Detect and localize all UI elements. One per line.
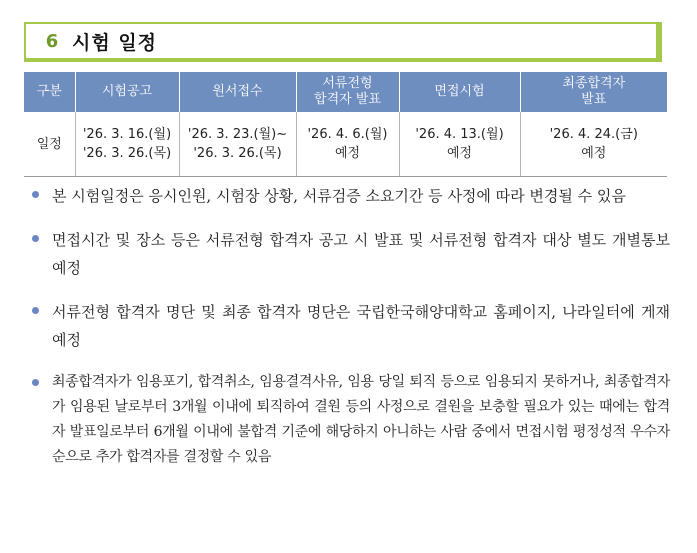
interview-date: '26. 4. 13.(월): [415, 127, 504, 142]
header-application: 원서접수: [179, 72, 296, 112]
header-interview: 면접시험: [399, 72, 520, 112]
final-result-status: 예정: [581, 146, 607, 161]
application-end: '26. 3. 26.(목): [193, 146, 282, 161]
list-item: [30, 182, 670, 210]
announcement-start: '26. 3. 16.(월): [82, 127, 172, 142]
bullet-icon: [32, 379, 39, 386]
cell-application: [179, 112, 296, 177]
document-result-status: 예정: [334, 146, 361, 161]
announcement-end: '26. 3. 26.(목): [82, 146, 172, 161]
header-document-result: 서류전형 합격자 발표: [296, 72, 399, 112]
note-text: 면접시간 및 장소 등은 서류전형 합격자 공고 시 발표 및 서류전형 합격자 대상 별도 개별통보 예정: [52, 231, 670, 277]
cell-interview: [399, 112, 520, 177]
header-final-result: 최종합격자 발표: [520, 72, 667, 112]
document-result-date: '26. 4. 6.(월): [307, 127, 388, 142]
note-text: 서류전형 합격자 명단 및 최종 합격자 명단은 국립한국해양대학교 홈페이지, 나라일터에 게재 예정: [52, 303, 670, 349]
header-announcement: 시험공고: [75, 72, 179, 112]
list-item: [30, 370, 670, 470]
note-text: 최종합격자가 임용포기, 합격취소, 임용결격사유, 임용 당일 퇴직 등으로 임용되지 못하거나, 최종합격자가 임용된 날로부터 3개월 이내에 퇴직하여 결원 등의 사정으로 결원을 보충할 필요가 있는 때에는 합격자 발표일로부터 6개월 이내에 불합격 기준에 해당하지 아니하는 사람 중에서 면접시험 평정성적 우수자 순으로 추가 합격자를 결정할 수 있음: [52, 374, 670, 465]
bullet-icon: [32, 307, 39, 314]
section-number: 6: [45, 30, 59, 52]
notes-list: [30, 182, 670, 486]
list-item: [30, 298, 670, 354]
cell-final-result: [520, 112, 667, 177]
bullet-icon: [32, 235, 39, 242]
section-title: 시험 일정: [72, 31, 158, 54]
cell-announcement: [75, 112, 179, 177]
table-header-row: [24, 72, 667, 112]
row-label: 일정: [24, 112, 75, 177]
header-category: 구분: [24, 72, 75, 112]
application-start: '26. 3. 23.(월)~: [187, 127, 288, 142]
cell-document-result: [296, 112, 399, 177]
list-item: [30, 226, 670, 282]
schedule-table: [24, 72, 667, 177]
section-header: [24, 22, 662, 62]
interview-status: 예정: [446, 146, 473, 161]
bullet-icon: [32, 191, 39, 198]
note-text: 본 시험일정은 응시인원, 시험장 상황, 서류검증 소요기간 등 사정에 따라 변경될 수 있음: [52, 187, 626, 205]
table-row: [24, 112, 667, 177]
final-result-date: '26. 4. 24.(금): [549, 127, 638, 142]
